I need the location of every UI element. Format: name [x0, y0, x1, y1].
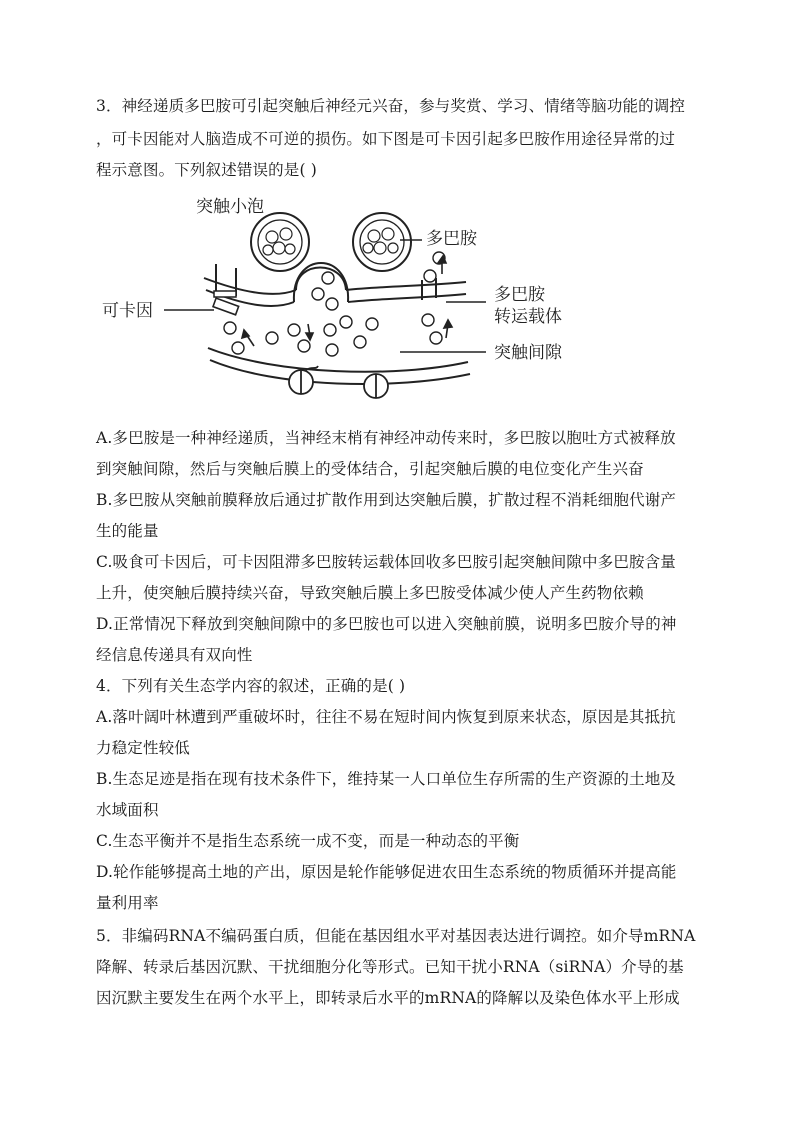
q4-option-d-line-2: 量利用率 — [96, 894, 159, 912]
q5-stem-line-3: 因沉默主要发生在两个水平上，即转录后水平的mRNA的降解以及染色体水平上形成 — [96, 989, 680, 1007]
q4-option-d-line-1: D.轮作能够提高土地的产出，原因是轮作能够促进农田生态系统的物质循环并提高能 — [96, 863, 677, 881]
label-transporter-1: 多巴胺 — [494, 285, 545, 305]
q3-option-b-line-2: 生的能量 — [96, 522, 159, 540]
q3-option-b-line-1: B.多巴胺从突触前膜释放后通过扩散作用到达突触后膜，扩散过程不消耗细胞代谢产 — [96, 491, 677, 509]
q3-option-d-line-2: 经信息传递具有双向性 — [96, 646, 253, 664]
q5-stem-line-2: 降解、转录后基因沉默、干扰细胞分化等形式。已知干扰小RNA（siRNA）介导的基 — [96, 958, 684, 976]
q3-stem-line-1: 3．神经递质多巴胺可引起突触后神经元兴奋，参与奖赏、学习、情绪等脑功能的调控 — [96, 97, 686, 115]
synaptic-vesicle — [251, 213, 309, 271]
q4-option-b-line-1: B.生态足迹是指在现有技术条件下，维持某一人口单位生存所需的生产资源的土地及 — [96, 770, 677, 788]
q3-option-c-line-2: 上升，使突触后膜持续兴奋，导致突触后膜上多巴胺受体减少使人产生药物依赖 — [96, 584, 644, 602]
q3-option-c-line-1: C.吸食可卡因后，可卡因阻滞多巴胺转运载体回收多巴胺引起突触间隙中多巴胺含量 — [96, 553, 676, 571]
q3-stem-line-3: 程示意图。下列叙述错误的是( ) — [96, 161, 317, 179]
label-vesicle: 突触小泡 — [196, 197, 264, 217]
q3-stem-line-2: ，可卡因能对人脑造成不可逆的损伤。如下图是可卡因引起多巴胺作用途径异常的过 — [96, 130, 676, 148]
label-transporter-2: 转运载体 — [494, 307, 562, 327]
q4-stem: 4．下列有关生态学内容的叙述，正确的是( ) — [96, 677, 406, 695]
q5-stem-line-1: 5．非编码RNA不编码蛋白质，但能在基因组水平对基因表达进行调控。如介导mRNA — [96, 927, 696, 945]
q4-option-a-line-1: A.落叶阔叶林遭到严重破坏时，往往不易在短时间内恢复到原来状态，原因是其抵抗 — [96, 708, 676, 726]
q4-option-c: C.生态平衡并不是指生态系统一成不变，而是一种动态的平衡 — [96, 832, 520, 850]
synapse-diagram — [96, 190, 616, 420]
q4-option-a-line-2: 力稳定性较低 — [96, 739, 190, 757]
q3-option-a-line-1: A.多巴胺是一种神经递质，当神经末梢有神经冲动传来时，多巴胺以胞吐方式被释放 — [96, 429, 676, 447]
q4-option-b-line-2: 水域面积 — [96, 801, 159, 819]
q3-option-a-line-2: 到突触间隙，然后与突触后膜上的受体结合，引起突触后膜的电位变化产生兴奋 — [96, 460, 644, 478]
label-cocaine: 可卡因 — [102, 301, 153, 321]
label-cleft: 突触间隙 — [494, 343, 562, 363]
label-dopamine: 多巴胺 — [426, 229, 477, 249]
q3-option-d-line-1: D.正常情况下释放到突触间隙中的多巴胺也可以进入突触前膜，说明多巴胺介导的神 — [96, 615, 677, 633]
